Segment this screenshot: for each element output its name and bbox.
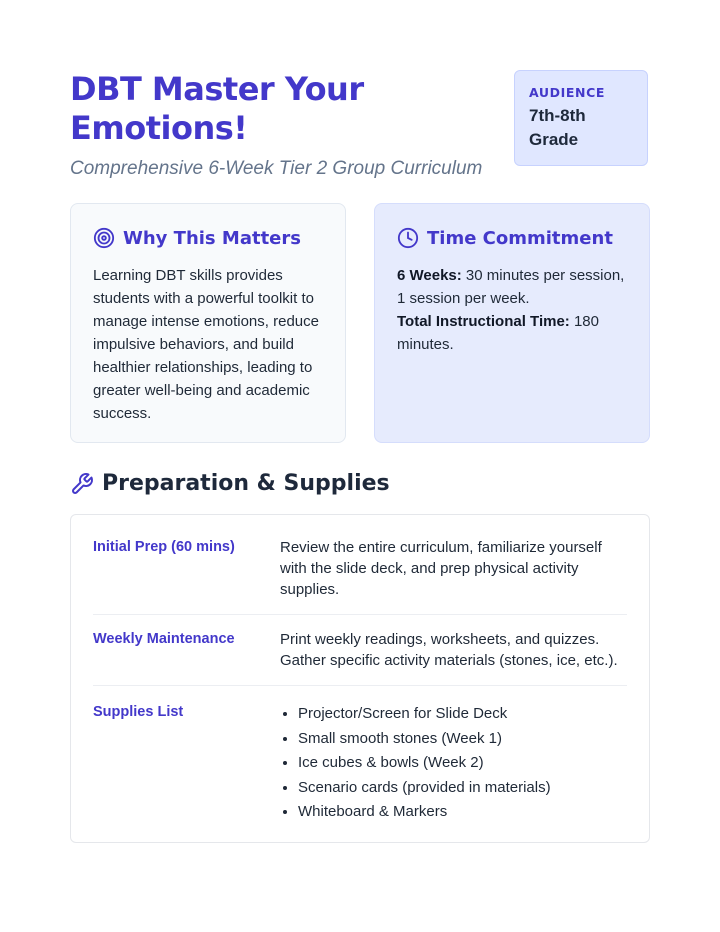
weeks-text: 30 minutes per session, 1 session per week. <box>397 267 625 307</box>
list-item: • Scenario cards (provided in materials) <box>298 776 627 801</box>
list-item: • Small smooth stones (Week 1) <box>298 727 627 752</box>
audience-value: 7th-8th Grade <box>529 106 586 149</box>
weeks-line <box>397 264 627 310</box>
page-title: DBT Master Your Emotions! <box>70 70 364 147</box>
table-row <box>93 515 627 615</box>
time-card-title: Time Commitment <box>427 227 613 249</box>
total-time-line <box>397 310 627 356</box>
target-icon <box>93 227 115 249</box>
preparation-section-header <box>70 471 390 496</box>
time-card-body <box>397 264 627 356</box>
total-time-text: 180 minutes. <box>397 313 599 353</box>
row-label: Initial Prep (60 mins) <box>93 539 235 555</box>
supplies-list-cell <box>280 702 627 825</box>
why-card-title: Why This Matters <box>123 227 301 249</box>
row-label: Supplies List <box>93 704 184 720</box>
time-commitment-card <box>374 203 650 443</box>
audience-badge <box>514 70 648 166</box>
row-label: Weekly Maintenance <box>93 631 235 647</box>
preparation-title: Preparation & Supplies <box>102 471 390 496</box>
list-item: • Whiteboard & Markers <box>298 800 627 825</box>
clock-icon <box>397 227 419 249</box>
supplies-list <box>280 702 627 825</box>
list-item: • Ice cubes & bowls (Week 2) <box>298 751 627 776</box>
why-this-matters-card <box>70 203 346 443</box>
why-card-body: Learning DBT skills provides students with a powerful toolkit to manage intense emotions, reduce impulsive behaviors, and build healthier relationships, leading to greater well-being and academic success. <box>93 267 319 422</box>
list-item: • Projector/Screen for Slide Deck <box>298 702 627 727</box>
row-text: Print weekly readings, worksheets, and quizzes. Gather specific activity materials (stones, ice, etc.). <box>280 631 618 669</box>
table-row <box>93 686 627 839</box>
audience-label: AUDIENCE <box>529 85 605 100</box>
table-row <box>93 615 627 686</box>
row-text: Review the entire curriculum, familiarize yourself with the slide deck, and prep physical activity supplies. <box>280 539 602 598</box>
weeks-label: 6 Weeks: <box>397 267 462 284</box>
page-subtitle: Comprehensive 6-Week Tier 2 Group Curriculum <box>70 158 483 179</box>
preparation-table <box>70 514 650 843</box>
total-time-label: Total Instructional Time: <box>397 313 570 330</box>
wrench-icon <box>70 472 94 496</box>
